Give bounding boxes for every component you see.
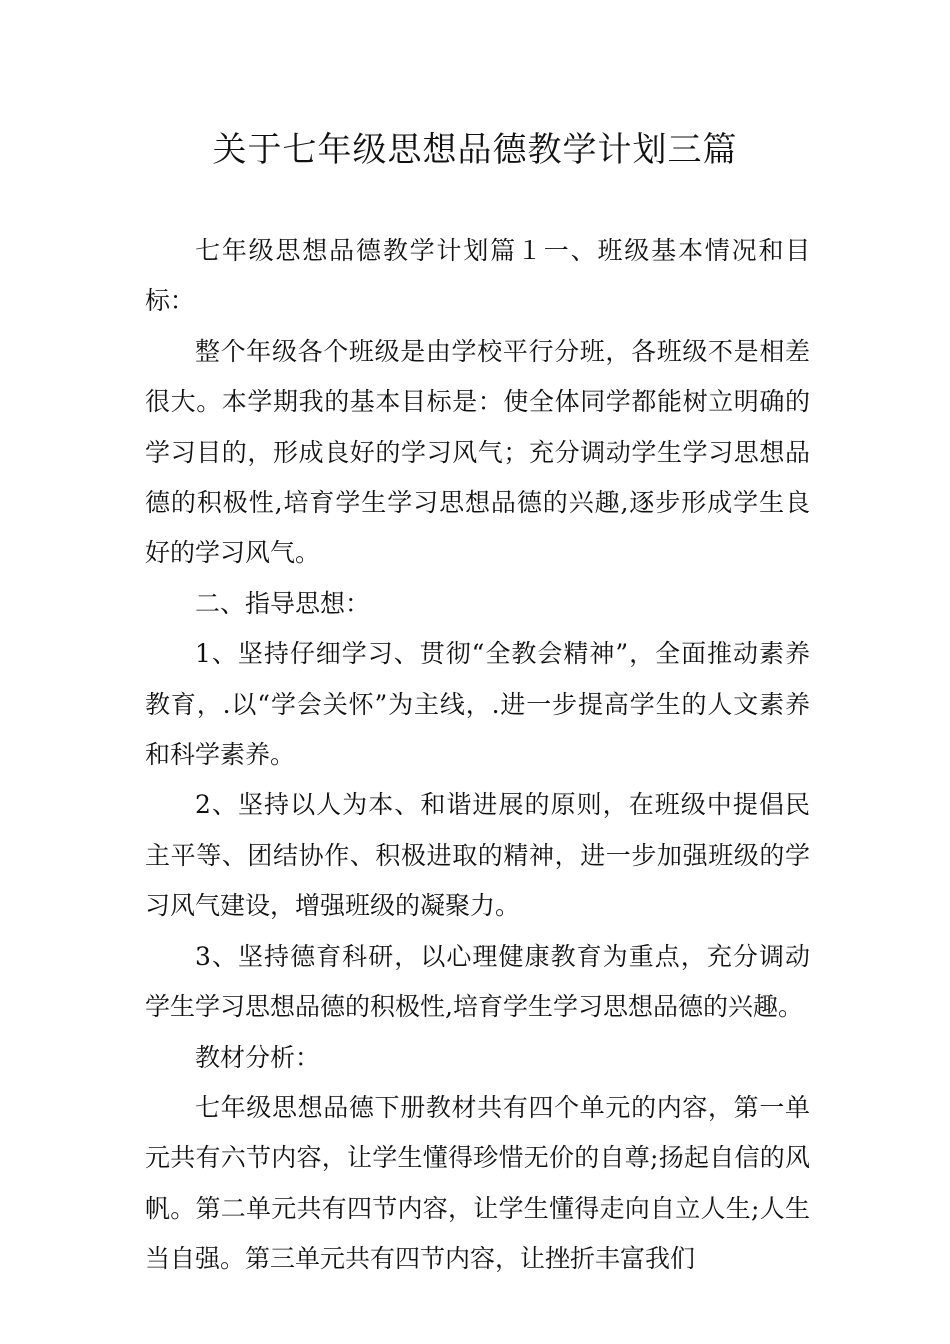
paragraph-guiding-thought-heading: 二、指导思想：	[195, 588, 371, 618]
paragraph-textbook-analysis-heading: 教材分析：	[195, 1042, 321, 1072]
document-title: 关于七年级思想品德教学计划三篇	[212, 130, 738, 170]
paragraph-point-1: 1、坚持仔细学习、贯彻“全教会精神”，全面推动素养教育，.以“学会关怀”为主线，.进一步提高学生的人文素养和科学素养。	[145, 639, 810, 770]
paragraph-point-3: 3、坚持德育科研，以心理健康教育为重点，充分调动学生学习思想品德的积极性,培育学生学习思想品德的兴趣。	[145, 941, 810, 1022]
document-body	[145, 226, 810, 1285]
paragraph-class-goals: 整个年级各个班级是由学校平行分班，各班级不是相差很大。本学期我的基本目标是：使全体同学都能树立明确的学习目的，形成良好的学习风气；充分调动学生学习思想品德的积极性,培育学生学习思想品德的兴趣,逐步形成学生良好的学习风气。	[145, 336, 810, 568]
paragraph-textbook-analysis: 七年级思想品德下册教材共有四个单元的内容，第一单元共有六节内容，让学生懂得珍惜无价的自尊;扬起自信的风帆。第二单元共有四节内容，让学生懂得走向自立人生;人生当自强。第三单元共有四节内容，让挫折丰富我们	[145, 1092, 810, 1274]
paragraph-class-situation-heading: 七年级思想品德教学计划篇１一、班级基本情况和目标：	[145, 236, 810, 316]
paragraph-point-2: 2、坚持以人为本、和谐进展的原则，在班级中提倡民主平等、团结协作、积极进取的精神，进一步加强班级的学习风气建设，增强班级的凝聚力。	[145, 790, 810, 921]
